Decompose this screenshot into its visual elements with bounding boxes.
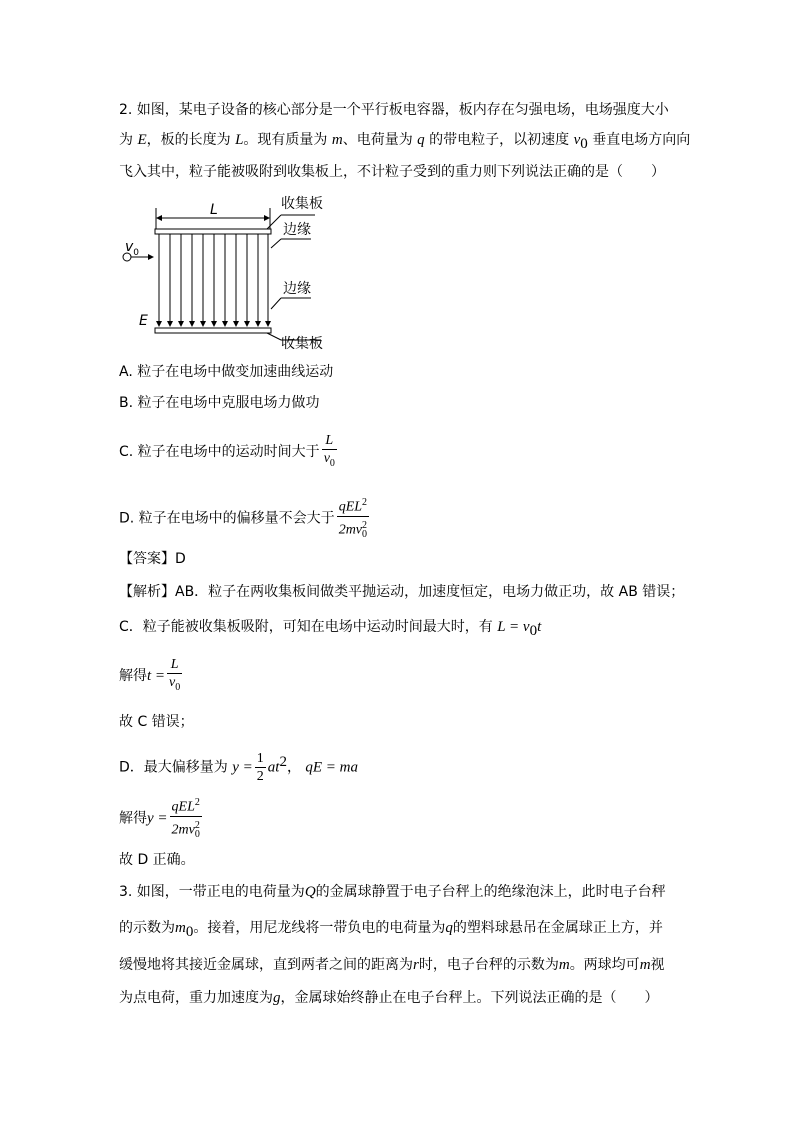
- option-c-fraction: $\frac{L}{v_0}$: [322, 432, 337, 472]
- top-plate-label: 收集板: [281, 196, 323, 212]
- q2-stem-line2: 为 E，板的长度为 L。现有质量为 m、电荷量为 q 的带电粒子，以初速度 $v_0$ 垂直电场方向向: [119, 132, 691, 152]
- answer-label: 【答案】D: [119, 551, 186, 567]
- figure-v0-sub: 0: [133, 248, 140, 258]
- top-plate: [155, 229, 271, 234]
- option-a: A. 粒子在电场中做变加速曲线运动: [119, 364, 334, 380]
- q2-stem-line1: 2. 如图，某电子设备的核心部分是一个平行板电容器，板内存在匀强电场，电场强度大小: [119, 102, 669, 118]
- edge-label-1: 边缘: [283, 222, 311, 238]
- bottom-plate: [155, 328, 271, 333]
- q2-stem-line3: 飞入其中，粒子能被吸附到收集板上，不计粒子受到的重力则下列说法正确的是（ ）: [119, 164, 665, 180]
- q3-stem-line2: 的示数为$m_0$。接着，用尼龙线将一带负电的电荷量为q的塑料球悬吊在金属球正上方，并: [119, 920, 663, 940]
- figure-L-label: L: [210, 202, 218, 218]
- bottom-plate-label: 收集板: [281, 336, 323, 352]
- analysis-d-right: 故 D 正确。: [119, 852, 195, 868]
- analysis-solve2: 解得y = $\frac{qEL^2}{2mv^2_0}$: [119, 794, 204, 843]
- option-b: B. 粒子在电场中克服电场力做功: [119, 395, 320, 411]
- q3-stem-line3: 缓慢地将其接近金属球，直到两者之间的距离为r时，电子台秤的示数为m。两球均可m视: [119, 957, 665, 973]
- half-fraction: $\frac{1}{2}$: [256, 751, 264, 785]
- field-lines: [159, 234, 268, 326]
- analysis-d-line: D．最大偏移量为 y = $\frac{1}{2}$ $at^2$， qE = ma: [119, 751, 359, 785]
- q3-stem-line4: 为点电荷，重力加速度为g，金属球始终静止在电子台秤上。下列说法正确的是（ ）: [119, 990, 659, 1006]
- solve1-fraction: $\frac{L}{v_0}$: [167, 656, 182, 696]
- figure-E-label: E: [139, 313, 148, 329]
- analysis-c-wrong: 故 C 错误；: [119, 714, 194, 730]
- analysis-c-line: C．粒子能被收集板吸附，可知在电场中运动时间最大时，有 $L = v_0t$: [119, 619, 542, 639]
- figure-v0-label: v: [125, 239, 134, 255]
- q3-stem-line1: 3. 如图，一带正电的电荷量为Q的金属球静置于电子台秤上的绝缘泡沫上，此时电子台秤: [119, 884, 666, 900]
- analysis-line1: 【解析】AB．粒子在两收集板间做类平抛运动，加速度恒定，电场力做正功，故 AB 错误；: [119, 584, 685, 600]
- solve2-fraction: $\frac{qEL^2}{2mv^2_0}$: [170, 794, 202, 843]
- option-d-fraction: $\frac{qEL^2}{2mv^2_0}$: [337, 494, 369, 543]
- option-c: C. 粒子在电场中的运动时间大于 $\frac{L}{v_0}$: [119, 432, 339, 472]
- analysis-solve1: 解得t = $\frac{L}{v_0}$: [119, 656, 184, 696]
- capacitor-figure: [115, 190, 345, 355]
- option-d: D. 粒子在电场中的偏移量不会大于 $\frac{qEL^2}{2mv^2_0}$: [119, 494, 371, 543]
- edge-label-2: 边缘: [283, 281, 311, 297]
